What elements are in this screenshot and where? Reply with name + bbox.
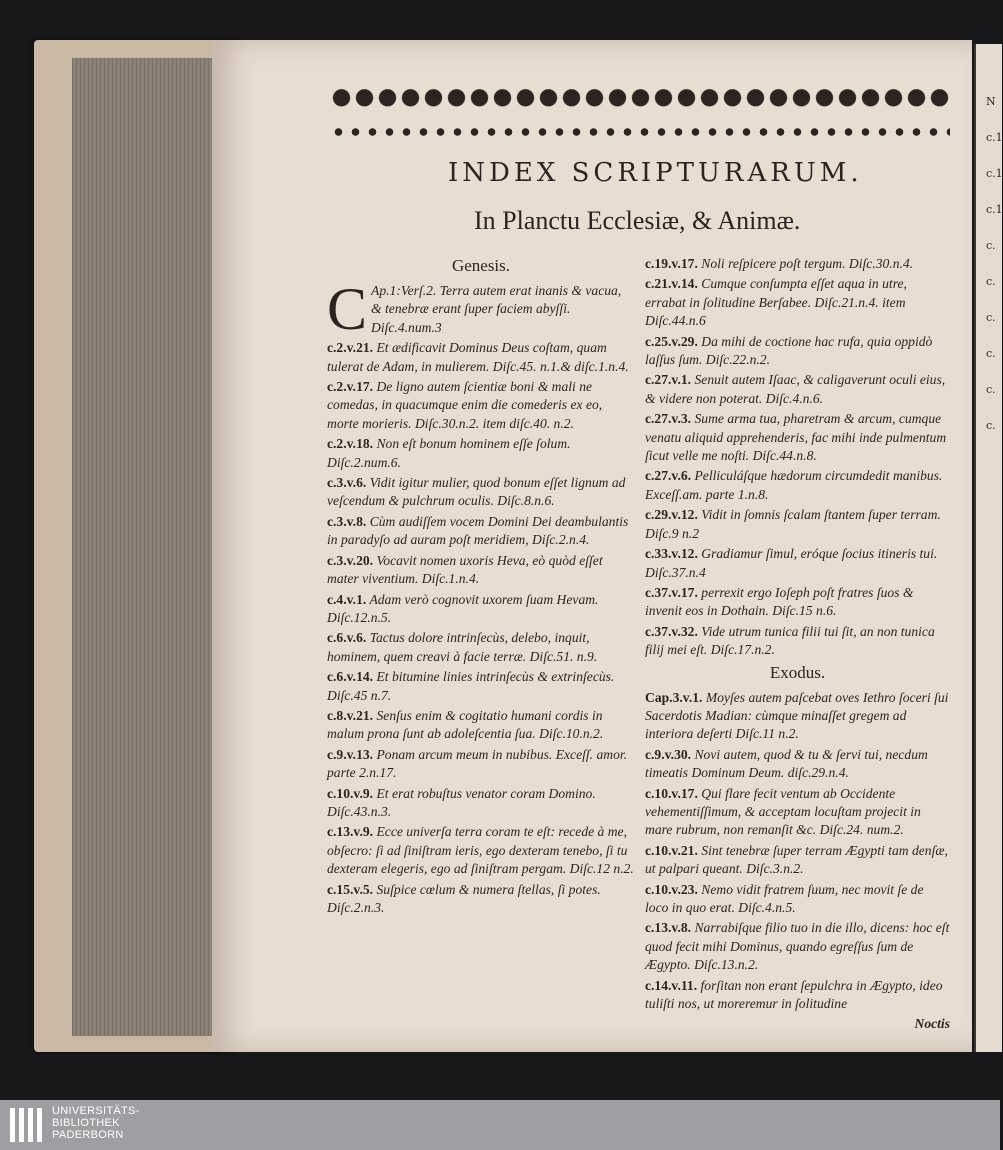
section-heading-genesis: Genesis. xyxy=(451,256,511,275)
entry-text: Senſus enim & cogitatio humani cordis in malum prona ſunt ab adoleſcentia ſua. Diſc.10.n.2. xyxy=(327,707,604,742)
index-entry xyxy=(327,668,635,705)
index-entry xyxy=(645,371,950,408)
entry-reference: c.2.v.18. xyxy=(327,436,374,452)
index-entry xyxy=(645,255,950,273)
book-fore-edge xyxy=(72,58,214,1036)
next-page-edge xyxy=(974,44,1002,1052)
index-entry xyxy=(327,339,635,376)
entry-text: Novi autem, quod & tu & ſervi tui, necdum timeatis Dominum Deum. diſc.29.n.4. xyxy=(645,746,928,781)
entry-reference: c.21.v.14. xyxy=(645,276,698,292)
logo-line-1: UNIVERSITÄTS- xyxy=(52,1105,140,1117)
next-page-fragment: c.1 xyxy=(986,203,1003,216)
page-subtitle: In Planctu Ecclesiæ, & Animæ. xyxy=(474,206,801,235)
entry-text: forſitan non erant ſepulchra in Ægypto, ideo tuliſti nos, ut moreremur in ſolitudine xyxy=(645,977,943,1012)
entry-reference: c.10.v.17. xyxy=(645,785,698,801)
entry-text: Senuit autem Iſaac, & caligaverunt oculi eius, & videre non poterat. Diſc.4.n.6. xyxy=(645,372,946,406)
next-page-fragment: c. xyxy=(986,275,996,288)
entry-reference: c.10.v.23. xyxy=(645,881,698,897)
index-entry xyxy=(327,378,635,433)
index-entry xyxy=(645,545,950,582)
logo-line-3: PADERBORN xyxy=(52,1129,124,1141)
index-entry xyxy=(327,707,635,744)
index-entry xyxy=(645,506,950,543)
index-entry xyxy=(645,977,950,1014)
entry-text: CAp.1:Verſ.2. Terra autem erat inanis & vacua, & tenebræ erant ſuper faciem abyſſi. Diſc.4.num.3 xyxy=(327,276,622,342)
right-column xyxy=(645,255,950,1034)
entry-reference: c.14.v.11. xyxy=(645,977,698,993)
entry-text: Ecce univerſa terra coram te eſt: recede à me, obſecro: ſi ad ſiniſtram ieris, ego dexteram tenebo, ſi tu dexteram elegeris, ego ad ſiniſtram pergam. Diſc.12 n.2. xyxy=(327,824,634,877)
ornament-header-band xyxy=(330,88,950,142)
entry-reference: c.27.v.6. xyxy=(645,468,692,484)
index-entry xyxy=(645,410,950,465)
index-entry xyxy=(645,919,950,974)
entry-reference: c.33.v.12. xyxy=(645,546,698,562)
entry-text: Ponam arcum meum in nubibus. Exceſſ. amor. parte 2.n.17. xyxy=(327,746,628,781)
entry-reference: c.9.v.30. xyxy=(645,746,692,762)
next-page-fragment: c. xyxy=(986,347,996,360)
entry-text: Vocavit nomen uxoris Heva, eò quòd eſſet mater viventium. Diſc.1.n.4. xyxy=(327,552,603,587)
next-page-fragment: c. xyxy=(986,383,996,396)
section-heading-exodus: Exodus. xyxy=(769,662,826,682)
entry-reference: c.13.v.8. xyxy=(645,920,692,936)
index-entry xyxy=(327,513,635,550)
next-page-fragment: N xyxy=(986,95,996,108)
entry-text: Noli reſpicere poſt tergum. Diſc.30.n.4. xyxy=(701,256,914,271)
exodus-entry-list xyxy=(645,689,950,1014)
index-entry xyxy=(327,823,635,878)
index-entry xyxy=(327,435,635,472)
library-footer-bar xyxy=(0,1100,1000,1150)
index-entry xyxy=(327,629,635,666)
library-logo-text xyxy=(52,1105,140,1141)
index-entry xyxy=(327,591,635,628)
entry-reference: c.10.v.9. xyxy=(327,785,374,801)
entry-reference: Cap.3.v.1. xyxy=(645,689,703,705)
entry-text: Vidit igitur mulier, quod bonum eſſet lignum ad veſcendum & pulchrum oculis. Diſc.8.n.6. xyxy=(327,475,626,509)
entry-text: Cumque conſumpta eſſet aqua in utre, errabat in ſolitudine Berſabee. Diſc.21.n.4. item Diſc.44.n.6 xyxy=(645,276,907,329)
index-entry xyxy=(645,746,950,783)
index-entry xyxy=(645,467,950,504)
index-entry xyxy=(327,474,635,511)
page-title: INDEX SCRIPTURARUM. xyxy=(448,158,863,188)
entry-text: Sint tenebræ ſuper terram Ægypti tam denſæ, ut palpari queant. Diſc.3.n.2. xyxy=(645,842,948,877)
index-entry xyxy=(645,333,950,370)
entry-reference: c.3.v.8. xyxy=(327,513,367,529)
entry-reference: c.27.v.3. xyxy=(645,411,692,427)
entry-reference: c.2.v.21. xyxy=(327,340,374,356)
entry-text: Da mihi de coctione hac rufa, quia oppidò laſſus ſum. Diſc.22.n.2. xyxy=(645,333,933,368)
entry-reference: c.6.v.14. xyxy=(327,669,374,685)
entry-reference: c.3.v.20. xyxy=(327,552,374,568)
index-entry xyxy=(327,276,635,342)
entry-reference: c.19.v.17. xyxy=(645,256,698,271)
entry-text: De ligno autem ſcientiæ boni & mali ne comedas, in quacumque enim die comederis ex eo, morte morieris. Diſc.30.n.2. item diſc.40. n.2. xyxy=(327,379,603,431)
entry-text: Vidit in ſomnis ſcalam ſtantem ſuper terram. Diſc.9 n.2 xyxy=(645,507,941,541)
entry-reference: c.2.v.17. xyxy=(327,379,374,395)
entry-text: Qui flare fecit ventum ab Occidente vehementiſſimum, & acceptam locuſtam projecit in mare rubrum, non remanſit &c. Diſc.24. num.2. xyxy=(645,785,921,838)
entry-reference: c.4.v.1. xyxy=(327,591,367,607)
entry-text: Moyſes autem paſcebat oves Iethro ſoceri ſui Sacerdotis Madian: cùmque minaſſet gregem ad interiora deſerti Diſc.11 n.2. xyxy=(645,689,949,742)
next-page-fragment: c. xyxy=(986,311,996,324)
entry-reference: c.37.v.17. xyxy=(645,584,698,600)
next-page-fragment: c. xyxy=(986,239,996,252)
catchword: Noctis xyxy=(914,1016,950,1032)
index-entry xyxy=(645,689,950,744)
index-entry xyxy=(645,275,950,330)
index-entry xyxy=(327,746,635,783)
index-entry xyxy=(645,785,950,840)
entry-text: Narrabiſque filio tuo in die illo, dicens: hoc eſt quod fecit mihi Dominus, quando egreſſus ſum de Ægypto. Diſc.13.n.2. xyxy=(645,920,950,973)
logo-line-2: BIBLIOTHEK xyxy=(52,1117,120,1129)
library-logo-icon xyxy=(10,1108,46,1142)
entry-reference: c.9.v.13. xyxy=(327,746,374,762)
index-entry xyxy=(645,623,950,660)
entry-reference: c.15.v.5. xyxy=(327,881,374,897)
entry-text: Et bitumine linies intrinſecùs & extrinſecùs. Diſc.45 n.7. xyxy=(327,669,615,703)
entry-text: Et ædificavit Dominus Deus coſtam, quam tulerat de Adam, in mulierem. Diſc.45. n.1.& diſc.1.n.4. xyxy=(327,340,629,374)
next-page-fragment: c.1 xyxy=(986,167,1003,180)
entry-text: Et erat robuſtus venator coram Domino. Diſc.43.n.3. xyxy=(327,785,596,819)
entry-text: Sume arma tua, pharetram & arcum, cumque venatu aliquid apprehenderis, fac mihi inde pulmentum ſicut velle me noſti. Diſc.44.n.8. xyxy=(645,411,947,464)
entry-text: perrexit ergo Ioſeph poſt fratres ſuos & invenit eos in Dothain. Diſc.15 n.6. xyxy=(645,584,914,619)
entry-text: Nemo vidit fratrem ſuum, nec movit ſe de loco in quo erat. Diſc.4.n.5. xyxy=(645,881,924,915)
entry-text: Gradiamur ſimul, eróque ſocius itineris tui. Diſc.37.n.4 xyxy=(645,546,938,580)
entry-text: Tactus dolore intrinſecùs, delebo, inquit, hominem, quem creavi à facie terræ. Diſc.51. n.9. xyxy=(327,630,598,664)
next-page-fragment: c. xyxy=(986,419,996,432)
entry-reference: c.6.v.6. xyxy=(327,630,367,646)
index-entry xyxy=(645,881,950,918)
entry-text: Pelliculáſque hædorum circumdedit manibus. Exceſſ.am. parte 1.n.8. xyxy=(645,468,943,502)
left-column xyxy=(327,255,635,919)
entry-reference: c.37.v.32. xyxy=(645,623,698,639)
entry-reference: c.13.v.9. xyxy=(327,824,374,840)
entry-text: Adam verò cognovit uxorem ſuam Hevam. Diſc.12.n.5. xyxy=(327,591,599,625)
index-entry xyxy=(645,584,950,621)
index-entry xyxy=(327,552,635,589)
entry-reference: c.3.v.6. xyxy=(327,475,367,491)
entry-text: Cùm audiſſem vocem Domini Dei deambulantis in paradyſo ad auram poſt meridiem, Diſc.2.n.4. xyxy=(327,513,629,548)
entry-reference: c.25.v.29. xyxy=(645,333,698,349)
entry-reference: c.29.v.12. xyxy=(645,507,698,523)
entry-text: Vide utrum tunica filii tui ſit, an non tunica filij mei eſt. Diſc.17.n.2. xyxy=(645,623,935,658)
entry-reference: c.27.v.1. xyxy=(645,372,692,388)
left-entry-list xyxy=(327,276,635,917)
index-entry xyxy=(645,842,950,879)
entry-text: Suſpice cœlum & numera ſtellas, ſi potes. Diſc.2.n.3. xyxy=(327,881,601,915)
next-page-fragment: c.1 xyxy=(986,131,1003,144)
entry-reference: c.8.v.21. xyxy=(327,707,374,723)
index-entry xyxy=(327,785,635,822)
entry-reference: c.10.v.21. xyxy=(645,842,698,858)
right-entry-list xyxy=(645,255,950,660)
entry-text: Non eſt bonum hominem eſſe ſolum. Diſc.2.num.6. xyxy=(327,436,571,470)
index-entry xyxy=(327,881,635,918)
